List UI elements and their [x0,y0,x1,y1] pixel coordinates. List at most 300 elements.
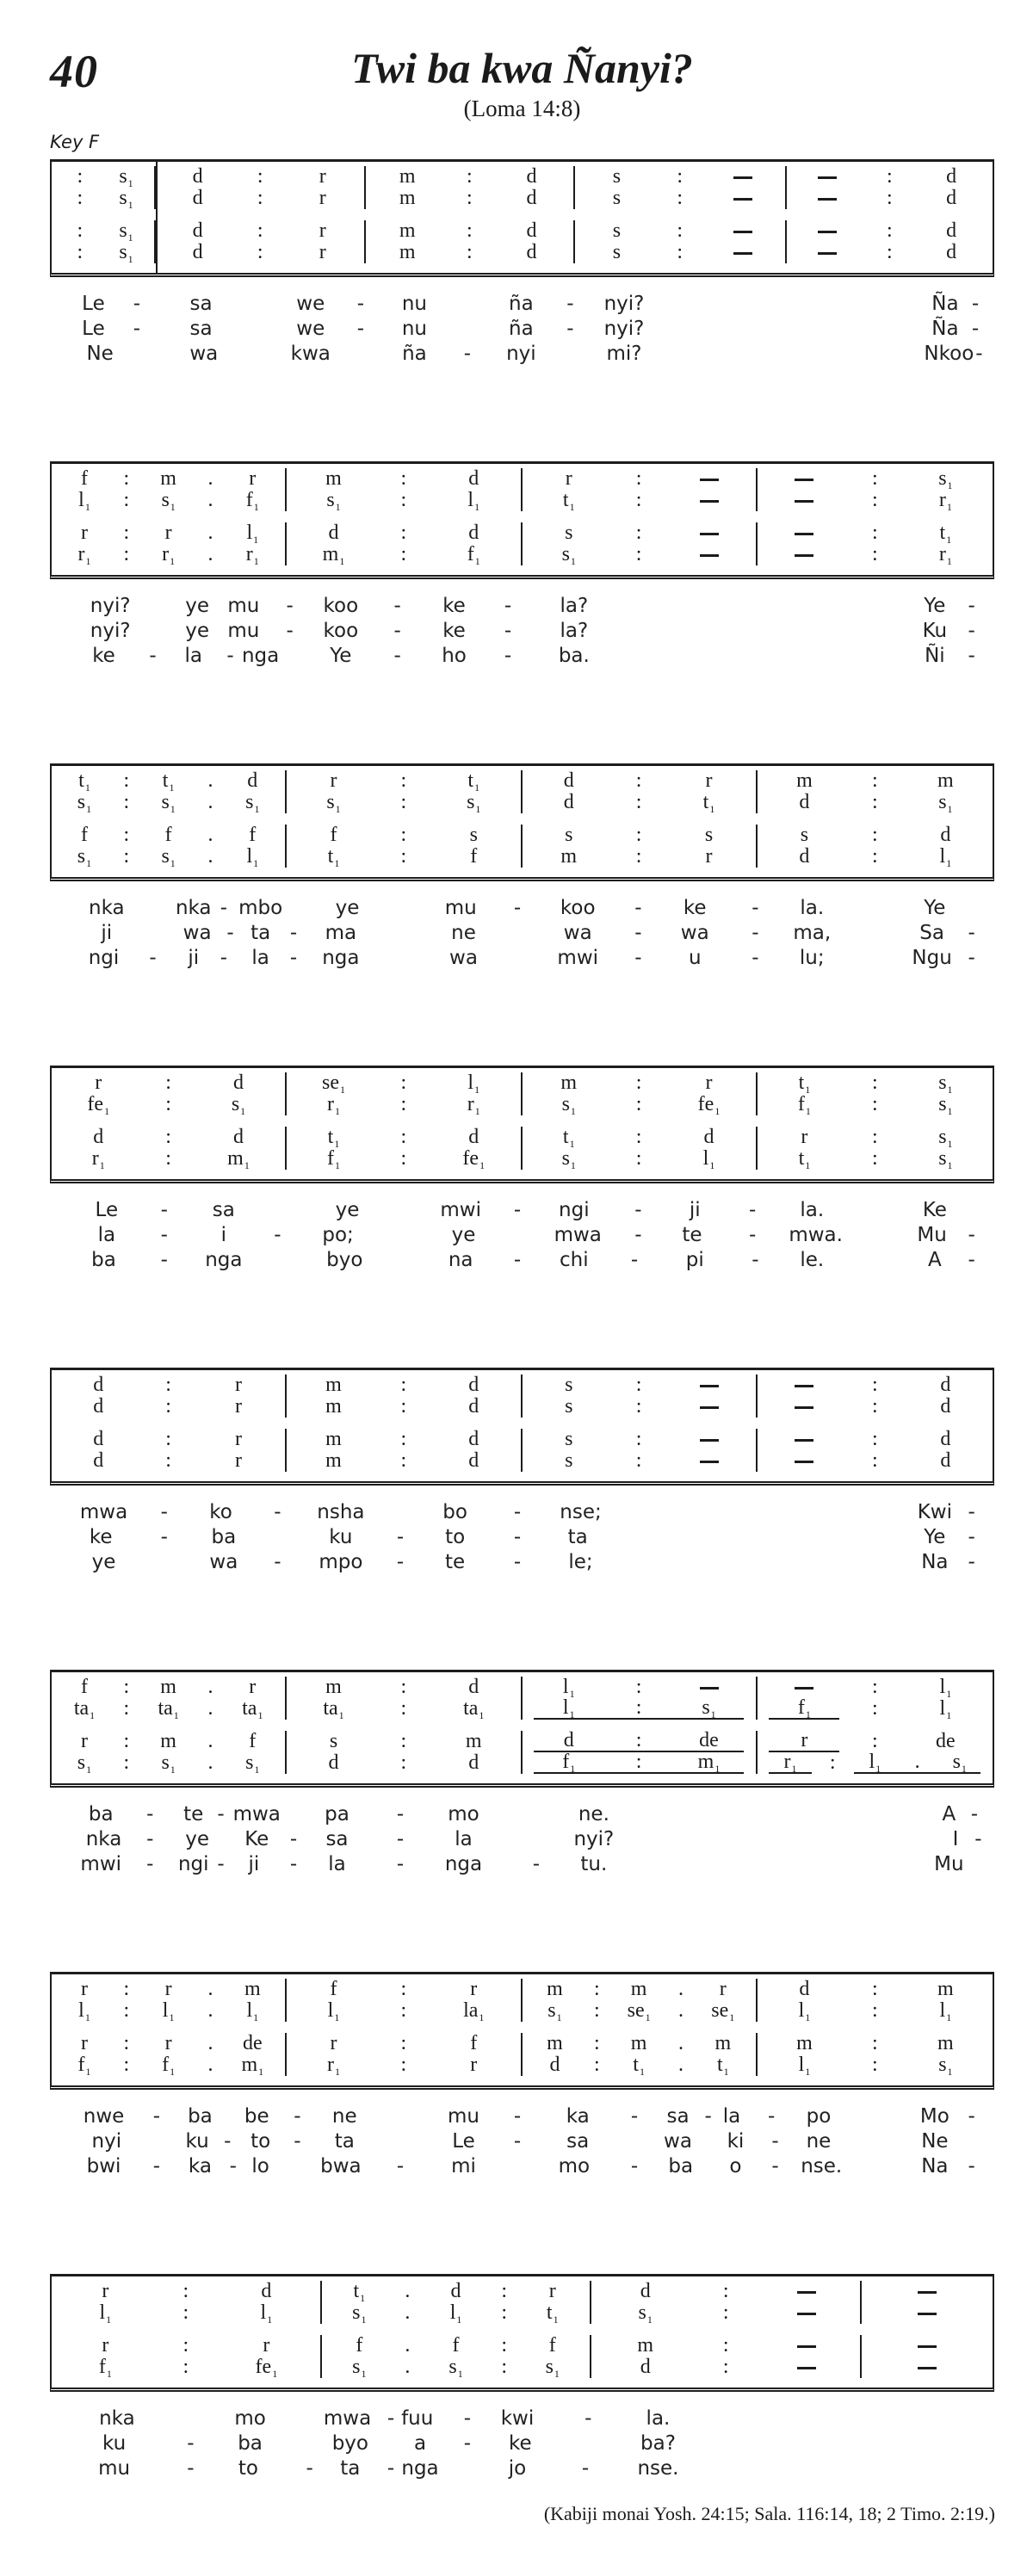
pickup-barline [156,162,158,273]
measure [156,166,366,209]
score-system [50,159,994,365]
lyric-token: nga [205,1249,243,1271]
beat-separator: : [886,165,893,188]
lyric-token: Ne [86,343,114,365]
lyric-token: nyi? [573,1828,615,1850]
note-token: $l_1$ [246,845,259,869]
voice-line [322,2357,591,2378]
octave-subscript: 1 [947,1105,953,1117]
beat-separator: : [593,2032,600,2054]
note-token: $l_1$ [260,2301,273,2326]
measure [52,2335,322,2378]
syllable-hyphen: - [286,620,294,642]
voice-line [758,490,993,511]
syllable-hyphen: - [504,620,512,642]
lyric-token: la [184,645,202,667]
octave-subscript: 1 [645,2011,651,2023]
beat-separator: : [872,1999,878,2022]
notation-table [50,2274,994,2392]
lyric-token: nka [99,2407,135,2430]
lyric-token: nu [401,318,428,340]
slur-group [769,1731,839,1752]
lyric-token: ke [89,1526,113,1548]
lyric-token: ne [806,2130,832,2153]
octave-subscript: 1 [947,479,953,491]
voice-pair [52,1072,993,1115]
syllable-hyphen: - [771,2130,779,2153]
voice-line [758,1752,993,1774]
lyric-token: ki [727,2130,745,2153]
lyric-token: ba [211,1526,237,1548]
note-token: r [164,1978,172,2000]
hold-dash [795,1406,813,1409]
voice-line [52,522,285,544]
hold-dash [700,1385,719,1387]
lyric-token: la [328,1853,346,1875]
measure [52,468,287,511]
note-token: $fe_1$ [697,1093,721,1117]
lyric-token: wa [209,1551,238,1573]
syllable-hyphen: - [704,2105,712,2128]
syllable-hyphen: - [294,2130,301,2153]
voice-line [322,2281,591,2302]
lyric-token: ngi [559,1199,590,1221]
beat-separator: : [635,845,642,868]
lyric-token: nka [85,1828,122,1850]
voice-line [758,825,993,846]
lyric-token: ke [92,645,115,667]
note-token: s [800,824,809,846]
note-token [766,2280,847,2303]
beat-separator: . [207,467,213,490]
measure [523,1979,758,2022]
syllable-hyphen: - [968,1526,975,1548]
octave-subscript: 1 [339,555,345,567]
beat-separator: . [207,824,213,846]
measure [523,522,758,565]
lyric-token: chi [560,1249,589,1271]
voice-line [523,1429,756,1450]
note-token: m [547,2032,563,2054]
lyric-token: ma, [793,922,832,944]
voice-pair [52,825,993,868]
octave-subscript: 1 [946,857,952,869]
voice-line [523,792,756,813]
voice-line [862,2302,993,2324]
octave-subscript: 1 [569,501,575,513]
lyric-token: ba [238,2432,263,2455]
beat-separator: : [400,824,407,846]
octave-subscript: 1 [714,1105,721,1117]
measure [862,2281,993,2324]
lyrics-block [50,2105,994,2178]
lyric-token: la. [800,1199,825,1221]
octave-subscript: 1 [272,2368,278,2380]
voice-line [523,1731,756,1752]
note-token: r [548,2280,556,2302]
lyric-token: Ye [924,1526,946,1548]
measure [52,1731,287,1774]
octave-subscript: 1 [84,501,90,513]
lyric-token: ba [188,2105,213,2128]
lyric-token: mu [227,620,260,642]
measure [156,220,366,263]
beat-separator: : [872,522,878,544]
note-token: r [102,2334,109,2357]
note-token: d [233,1072,244,1094]
lyrics-line [50,293,994,315]
lyric-token: ta [340,2457,361,2480]
note-token: $s_1$ [326,489,341,513]
lyric-token: la. [800,897,825,919]
measure [523,1374,758,1418]
beat-separator: : [400,1978,407,2000]
beat-separator: : [872,1449,878,1472]
note-token: $f_1$ [327,1147,340,1171]
lyrics-line [50,343,994,365]
voice-line [523,1094,756,1115]
note-token: f [80,824,88,846]
voice-pair [52,1979,993,2022]
octave-subscript: 1 [946,534,952,546]
note-token: $l_1$ [939,1676,952,1700]
note-token: r [330,2032,337,2054]
lyric-token: A [942,1803,956,1825]
lyric-token: nyi? [603,293,645,315]
octave-subscript: 1 [335,2066,340,2078]
note-token: $r_1$ [91,1147,105,1171]
beat-separator: : [123,1697,130,1720]
lyric-token: koo [560,897,596,919]
lyric-token: ji [188,947,200,969]
lyrics-line [50,1501,994,1523]
note-token: r [235,1449,242,1472]
note-token: m [637,2334,654,2357]
note-token: d [93,1449,104,1472]
voice-line [287,825,520,846]
note-token: $ta_1$ [73,1697,96,1721]
voice-line [575,166,785,188]
octave-subscript: 1 [457,2368,463,2380]
lyric-token: Kwi [917,1501,953,1523]
lyric-token: ba [91,1249,116,1271]
measure [287,522,522,565]
voice-line [287,1731,520,1752]
syllable-hyphen: - [566,318,574,340]
syllable-hyphen: - [974,1828,982,1850]
measure [787,166,993,209]
measure [758,2033,993,2076]
note-token: r [705,845,713,868]
lyric-token: mi? [606,343,642,365]
voice-line [758,792,993,813]
beat-separator: : [123,543,130,565]
measure [523,1072,758,1115]
voice-line [52,468,285,490]
note-token: f [356,2334,363,2357]
lyric-token: mu [447,2105,479,2128]
lyric-token: i [220,1224,227,1246]
note-token: $fe_1$ [87,1093,110,1117]
note-token: $l_1$ [246,522,259,546]
lyric-token: po [806,2105,832,2128]
beat-separator: : [635,1696,642,1719]
slur-group [769,1752,811,1774]
octave-subscript: 1 [709,803,715,815]
beat-separator: : [501,2301,507,2324]
score-system [50,1670,994,1875]
syllable-hyphen: - [513,897,522,919]
octave-subscript: 1 [361,2313,367,2326]
hold-dash [818,231,837,233]
beat-separator: : [635,791,642,813]
note-token: d [328,1751,339,1774]
note-token: d [563,1729,574,1751]
measure [575,166,787,209]
octave-subscript: 1 [569,1708,575,1720]
beat-separator: : [182,2334,189,2357]
voice-line [52,1979,285,2000]
syllable-hyphen: - [504,645,512,667]
syllable-hyphen: - [306,2457,313,2480]
octave-subscript: 1 [723,2066,729,2078]
syllable-hyphen: - [968,947,975,969]
note-token: s [565,1449,573,1472]
syllable-hyphen: - [970,1803,979,1825]
note-token: s [612,219,622,242]
hold-dash [795,554,813,557]
beat-separator: : [400,845,407,868]
hold-dash [795,533,813,535]
octave-subscript: 1 [170,803,176,815]
lyric-token: Mu [934,1853,964,1875]
octave-subscript: 1 [170,555,176,567]
lyrics-line [50,1199,994,1221]
octave-subscript: 1 [253,534,259,546]
beat-separator: : [635,1147,642,1170]
syllable-hyphen: - [396,1551,405,1573]
syllable-hyphen: - [160,1224,168,1246]
voice-line [787,242,993,263]
voice-line [52,846,285,868]
voice-line [523,544,756,565]
octave-subscript: 1 [570,1105,576,1117]
measure [758,825,993,868]
measure [287,468,522,511]
lyric-token: mwa [554,1224,602,1246]
octave-subscript: 1 [570,1159,576,1171]
measure [52,220,156,263]
lyric-token: kwi [500,2407,535,2430]
note-token: d [946,241,957,263]
lyric-token: mpo [319,1551,363,1573]
beat-separator: : [635,1751,642,1773]
lyric-token: Ne [921,2130,949,2153]
octave-subscript: 1 [710,1708,716,1720]
octave-subscript: 1 [85,2066,91,2078]
measure [287,1374,522,1418]
octave-subscript: 1 [170,1764,176,1776]
octave-subscript: 1 [805,1708,811,1720]
notation-table [50,1972,994,2090]
syllable-hyphen: - [971,293,980,315]
syllable-hyphen: - [630,1249,639,1271]
lyric-token: nka [175,897,212,919]
note-token: r [705,1072,713,1094]
lyrics-line [50,922,994,944]
lyric-token: ne [451,922,476,944]
measure [287,1127,522,1170]
lyric-token: wa [680,922,709,944]
hold-dash [797,2291,816,2294]
note-token [769,1449,839,1473]
lyric-token: wa [449,947,478,969]
voice-line [862,2335,993,2357]
lyric-token: la [722,2105,741,2128]
note-token [769,1676,839,1699]
voice-line [287,468,520,490]
lyric-token: mo [558,2155,591,2178]
lyric-token: ke [442,620,466,642]
hold-dash [918,2345,937,2348]
syllable-hyphen: - [968,645,975,667]
beat-separator: : [872,1395,878,1418]
voice-line [523,1979,756,2000]
lyric-token: mi [451,2155,476,2178]
voice-line [523,1677,756,1698]
voice-line [366,166,573,188]
note-token: $f_1$ [98,2356,112,2380]
syllable-hyphen: - [975,343,983,365]
score-system [50,763,994,969]
beat-separator: : [400,791,407,813]
beat-separator: : [165,1072,171,1094]
syllable-hyphen: - [356,293,365,315]
note-token: $s_1$ [952,1751,967,1775]
voice-line [156,242,364,263]
octave-subscript: 1 [169,781,175,794]
lyric-token: mu [227,595,260,617]
note-token: d [93,1126,104,1148]
octave-subscript: 1 [86,803,92,815]
note-token [674,489,744,512]
lyric-token: nse. [801,2155,843,2178]
hold-dash [795,479,813,481]
syllable-hyphen: - [968,595,975,617]
note-token: $l_1$ [798,2054,811,2078]
syllable-hyphen: - [566,293,574,315]
octave-subscript: 1 [127,199,133,211]
note-token: d [93,1374,104,1396]
note-token: $l_1$ [467,1072,480,1096]
syllable-hyphen: - [393,595,401,617]
measure [758,1429,993,1472]
note-token: m [547,1978,563,2000]
beat-separator: . [207,1751,213,1774]
beat-separator: : [872,2054,878,2076]
octave-subscript: 1 [86,1764,92,1776]
note-token [766,2356,847,2379]
note-token: m [160,467,176,490]
voice-line [758,2033,993,2054]
note-token: $s_1$ [119,219,133,244]
measure [287,1677,522,1720]
lyric-token: ta [251,922,271,944]
voice-line [52,1127,285,1148]
syllable-hyphen: - [968,1551,975,1573]
measure [52,1374,287,1418]
note-token: $s_1$ [938,1126,953,1150]
lyric-token: Le [95,1199,119,1221]
beat-separator: : [123,769,130,792]
syllable-hyphen: - [513,1249,522,1271]
beat-separator: : [165,1449,171,1472]
hold-dash [700,1461,719,1463]
note-token: $t_1$ [798,1147,811,1171]
lyric-token: Nkoo [924,343,974,365]
note-token: $t_1$ [327,1126,340,1150]
note-token: r [330,769,337,792]
beat-separator: : [872,1428,878,1450]
syllable-hyphen: - [634,1199,642,1221]
beat-separator: : [165,1374,171,1396]
octave-subscript: 1 [99,1159,105,1171]
beat-separator: : [635,1374,642,1396]
note-token: de [699,1729,719,1751]
syllable-hyphen: - [749,1224,757,1246]
octave-subscript: 1 [946,1709,952,1721]
lyric-token: le; [568,1551,593,1573]
measure [52,1429,287,1472]
note-token: s [565,1428,573,1450]
measure [523,825,758,868]
voice-line [287,544,520,565]
hold-dash [818,176,837,179]
beat-separator: . [207,1978,213,2000]
lyric-token: ye [91,1551,116,1573]
lyric-token: ke [508,2432,532,2455]
octave-subscript: 1 [85,555,91,567]
score-system [50,1066,994,1271]
octave-subscript: 1 [479,1159,486,1171]
voice-line [52,1731,285,1752]
beat-separator: : [123,824,130,846]
lyric-token: ji [101,922,113,944]
voice-line [591,2357,860,2378]
octave-subscript: 1 [570,1763,576,1775]
note-token: m [325,1676,342,1698]
voice-line [758,1072,993,1094]
measure [758,1072,993,1115]
lyric-token: sa [325,1828,349,1850]
note-token: d [940,1449,951,1472]
slur-group [534,1752,744,1774]
measure [591,2281,862,2324]
octave-subscript: 1 [104,1105,110,1117]
lyric-token: wa [563,922,592,944]
syllable-hyphen: - [630,2105,639,2128]
measure [52,1677,287,1720]
beat-separator: : [872,1676,878,1698]
beat-separator: : [400,1126,407,1148]
beat-separator: : [635,769,642,792]
voice-line [758,1698,993,1720]
syllable-hyphen: - [968,620,975,642]
notation-table [50,1066,994,1183]
beat-separator: : [400,1093,407,1115]
voice-pair [52,2281,993,2324]
syllable-hyphen: - [226,922,234,944]
